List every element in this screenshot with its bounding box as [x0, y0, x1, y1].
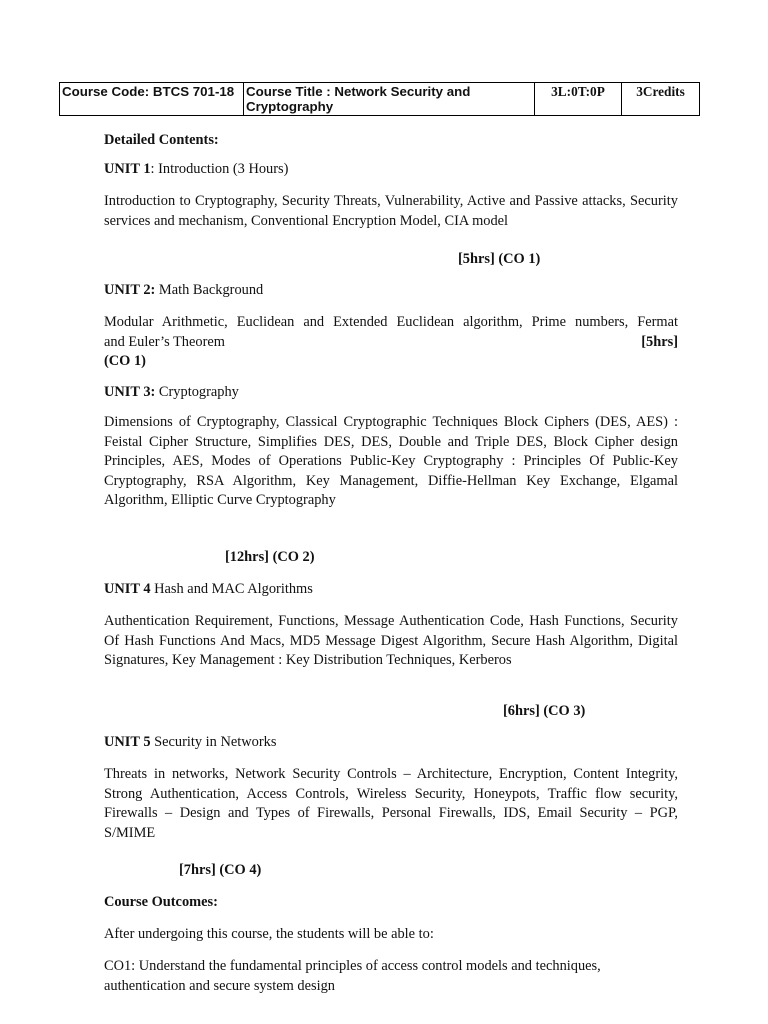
unit-3-label: UNIT 3:: [104, 384, 156, 400]
unit-1-body: Introduction to Cryptography, Security Threats, Vulnerability, Active and Passive attacks, Security services and mechanism, Conventional Encryption Model, CIA model: [104, 193, 678, 229]
course-header-table: [59, 82, 700, 116]
unit-2-label: UNIT 2:: [104, 282, 156, 298]
unit-5-title: Security in Networks: [150, 734, 277, 750]
credits-cell: 3Credits: [622, 83, 700, 116]
course-title-cell: [244, 83, 535, 116]
unit-2-body-line2: and Euler’s Theorem: [104, 333, 225, 350]
course-code-cell: Course Code: BTCS 701-18: [60, 83, 244, 116]
unit-2-hours: [5hrs]: [641, 333, 678, 350]
unit-2-body-line2-row: [104, 333, 678, 353]
unit-4-body: Authentication Requirement, Functions, Message Authentication Code, Hash Functions, Security Of Hash Functions And Macs, MD5 Message Digest Algorithm, Secure Hash Algorithm, Digital Signatures, Key Management : Key Distribution Techniques, Kerberos: [104, 613, 678, 669]
unit-4-title: Hash and MAC Algorithms: [150, 581, 313, 597]
course-outcomes-heading: Course Outcomes:: [104, 894, 218, 910]
course-title-line2: Cryptography: [246, 99, 334, 114]
unit-4-heading: [104, 580, 678, 600]
unit-1-title: : Introduction (3 Hours): [150, 161, 289, 177]
unit-5-heading: [104, 733, 678, 753]
unit-5-hours: [7hrs] (CO 4): [179, 862, 262, 878]
unit-2-title: Math Background: [155, 282, 264, 298]
unit-2-body: [104, 313, 678, 372]
unit-4-hours: [6hrs] (CO 3): [503, 703, 586, 719]
course-outcomes-intro: After undergoing this course, the students will be able to:: [104, 926, 434, 942]
course-outcome-co1: CO1: Understand the fundamental principles of access control models and techniques, authentication and secure system design: [104, 958, 601, 994]
unit-3-heading: [104, 383, 678, 403]
course-title-line1: Course Title : Network Security and: [246, 84, 471, 99]
detailed-contents-heading: Detailed Contents:: [104, 132, 219, 148]
unit-1-heading: [104, 160, 678, 180]
unit-2-co: (CO 1): [104, 353, 146, 370]
unit-5-label: UNIT 5: [104, 734, 151, 750]
unit-3-hours: [12hrs] (CO 2): [225, 549, 315, 565]
unit-2-body-line1: Modular Arithmetic, Euclidean and Extended Euclidean algorithm, Prime numbers, Fermat: [104, 314, 678, 330]
unit-1-hours: [5hrs] (CO 1): [458, 251, 541, 267]
unit-1-label: UNIT 1: [104, 161, 151, 177]
unit-4-label: UNIT 4: [104, 581, 151, 597]
ltp-cell: 3L:0T:0P: [535, 83, 622, 116]
unit-5-body: Threats in networks, Network Security Controls – Architecture, Encryption, Content Integrity, Strong Authentication, Access Controls, Wireless Security, Honeypots, Traffic flow security, Firewalls – Design and Types of Firewalls, Personal Firewalls, IDS, Email Security – PGP, S/MIME: [104, 766, 678, 841]
unit-2-heading: [104, 281, 678, 301]
unit-3-body: Dimensions of Cryptography, Classical Cryptographic Techniques Block Ciphers (DES, AES) : Feistal Cipher Structure, Simplifies DES, DES, Double and Triple DES, Block Cipher design Principles, AES, Modes of Operations Public-Key Cryptography : Principles Of Public-Key Cryptography, RSA Algorithm, Key Management, Diffie-Hellman Key Exchange, Elgamal Algorithm, Elliptic Curve Cryptography: [104, 414, 678, 509]
unit-3-title: Cryptography: [155, 384, 239, 400]
